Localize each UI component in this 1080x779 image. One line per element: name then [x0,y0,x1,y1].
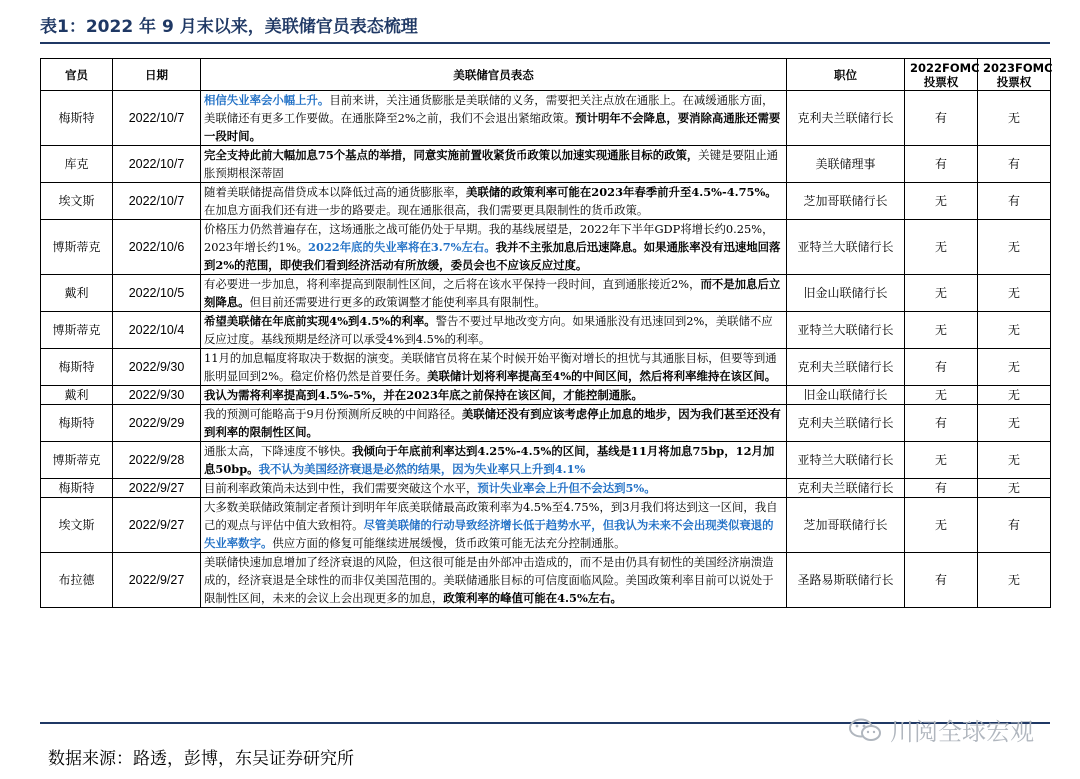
cell-official: 博斯蒂克 [41,312,113,349]
cell-official: 戴利 [41,386,113,405]
cell-vote-2023: 有 [978,183,1051,220]
table-row [41,349,1051,386]
cell-position: 亚特兰大联储行长 [787,220,905,275]
cell-vote-2023: 无 [978,442,1051,479]
header-vote-2023-label: 2023FOMC 投票权 [983,60,1053,89]
table-row [41,553,1051,608]
cell-vote-2023: 无 [978,349,1051,386]
header-vote-2022 [905,59,978,91]
cell-date: 2022/9/30 [113,349,201,386]
cell-vote-2022: 无 [905,312,978,349]
cell-vote-2022: 无 [905,386,978,405]
cell-vote-2022: 无 [905,442,978,479]
statement-segment: 预计明年不会降息，要消除高通胀还需要一段时间。 [204,111,781,143]
statement-segment: 在加息方面我们还有进一步的路要走。现在通胀很高，我们需要更具限制性的货币政策。 [204,203,649,217]
cell-date: 2022/10/7 [113,146,201,183]
header-official: 官员 [41,59,113,91]
table-row [41,183,1051,220]
watermark [848,712,1034,747]
cell-statement [201,349,787,386]
statement-segment: 美联储计划将利率提高至4%的中间区间，然后将利率维持在该区间。 [427,369,777,383]
statement-segment: 通胀太高，下降速度不够快。 [204,444,353,458]
statement-segment: 我的预测可能略高于9月份预测所反映的中间路径。 [204,407,462,421]
statement-segment: 大多数美联储政策制定者预计到明年年底美联储最高政策利率为4.5%至4.75%，到3月我们将达到这一区间，我自己的观点与评估中值大致相符。 [204,500,778,532]
cell-statement [201,442,787,479]
cell-statement [201,91,787,146]
statement-segment: 我不认为美国经济衰退是必然的结果，因为失业率只上升到4.1% [258,462,586,476]
statement-segment: 尽管美联储的行动导致经济增长低于趋势水平，但我认为未来不会出现类似衰退的失业率数字。 [204,518,774,550]
officials-table [40,58,1051,608]
cell-vote-2022: 无 [905,275,978,312]
cell-official: 库克 [41,146,113,183]
cell-statement [201,183,787,220]
cell-position: 芝加哥联储行长 [787,183,905,220]
cell-statement [201,275,787,312]
table-row [41,442,1051,479]
statement-segment: 警告不要过早地改变方向。如果通胀没有迅速回到2%，美联储不应反应过度。基线预期是经济可以承受4%到4.5%的利率。 [204,314,773,346]
cell-official: 埃文斯 [41,498,113,553]
header-vote-2022-label: 2022FOMC 投票权 [910,60,980,89]
cell-position: 克利夫兰联储行长 [787,349,905,386]
cell-official: 梅斯特 [41,405,113,442]
cell-position: 旧金山联储行长 [787,275,905,312]
cell-statement [201,479,787,498]
statement-segment: 目前利率政策尚未达到中性，我们需要突破这个水平， [204,481,478,495]
statement-segment: 供应方面的修复可能继续进展缓慢，货币政策可能无法充分控制通胀。 [272,536,626,550]
cell-official: 布拉德 [41,553,113,608]
header-row [41,59,1051,91]
cell-vote-2022: 有 [905,405,978,442]
cell-vote-2023: 无 [978,405,1051,442]
statement-segment: 价格压力仍然普遍存在，这场通胀之战可能仍处于早期。我的基线展望是，2022年下半年GDP将增长约0.25%，2023年增长约1%。 [204,222,774,254]
table-row [41,386,1051,405]
cell-vote-2023: 无 [978,91,1051,146]
header-vote-2023 [978,59,1051,91]
cell-vote-2022: 有 [905,91,978,146]
table-row [41,275,1051,312]
cell-position: 圣路易斯联储行长 [787,553,905,608]
statement-segment: 美联储的政策利率可能在2023年春季前升至4.5%-4.75%。 [466,185,777,199]
cell-vote-2022: 无 [905,220,978,275]
cell-vote-2022: 有 [905,479,978,498]
cell-statement [201,312,787,349]
statement-segment: 相信失业率会小幅上升。 [204,93,330,107]
header-statement: 美联储官员表态 [201,59,787,91]
cell-official: 博斯蒂克 [41,220,113,275]
cell-statement [201,386,787,405]
cell-vote-2022: 有 [905,349,978,386]
cell-official: 博斯蒂克 [41,442,113,479]
cell-vote-2023: 无 [978,275,1051,312]
cell-date: 2022/9/30 [113,386,201,405]
cell-date: 2022/9/27 [113,553,201,608]
wechat-icon [848,717,882,743]
statement-segment: 美联储快速加息增加了经济衰退的风险，但这很可能是由外部冲击造成的，而不是由仍具有韧性的美国经济崩溃造成的，经济衰退是全球性的而非仅美国范围的。美联储通胀目标的可信度面临风险。美国政策利率目前可以说处于限制性区间，未来的会议上会出现更多的加息， [204,555,774,605]
table-row [41,312,1051,349]
cell-vote-2023: 有 [978,498,1051,553]
statement-segment: 但目前还需要进行更多的政策调整才能使利率具有限制性。 [249,295,546,309]
cell-official: 梅斯特 [41,91,113,146]
cell-statement [201,553,787,608]
statement-segment: 完全支持此前大幅加息75个基点的举措，同意实施前置收紧货币政策以加速实现通胀目标的政策， [204,148,699,162]
cell-date: 2022/9/27 [113,498,201,553]
cell-position: 亚特兰大联储行长 [787,312,905,349]
cell-vote-2022: 无 [905,183,978,220]
statement-segment: 而不是加息后立刻降息。 [204,277,781,309]
statement-segment: 随着美联储提高借贷成本以降低过高的通货膨胀率， [204,185,466,199]
cell-date: 2022/10/7 [113,183,201,220]
cell-position: 克利夫兰联储行长 [787,91,905,146]
table-row [41,498,1051,553]
table-row [41,146,1051,183]
cell-position: 美联储理事 [787,146,905,183]
table-body [41,91,1051,608]
statement-segment: 美联储还没有到应该考虑停止加息的地步，因为我们甚至还没有到利率的限制性区间。 [204,407,781,439]
statement-segment: 目前来讲，关注通货膨胀是美联储的义务，需要把关注点放在通胀上。在减缓通胀方面，美联储还有更多工作要做。在通胀降至2%之前，我们不会退出紧缩政策。 [204,93,774,125]
cell-position: 旧金山联储行长 [787,386,905,405]
cell-date: 2022/9/27 [113,479,201,498]
table-row [41,91,1051,146]
statement-segment: 我倾向于年底前利率达到4.25%-4.5%的区间，基线是11月将加息75bp，12月加息50bp。 [204,444,775,476]
cell-date: 2022/10/5 [113,275,201,312]
cell-vote-2023: 无 [978,220,1051,275]
cell-vote-2023: 无 [978,312,1051,349]
cell-official: 戴利 [41,275,113,312]
cell-official: 梅斯特 [41,349,113,386]
cell-position: 克利夫兰联储行长 [787,405,905,442]
cell-statement [201,220,787,275]
cell-vote-2023: 无 [978,553,1051,608]
statement-segment: 政策利率的峰值可能在4.5%左右。 [443,591,622,605]
cell-vote-2022: 有 [905,146,978,183]
table-row [41,220,1051,275]
statement-segment: 预计失业率会上升但不会达到5%。 [477,481,656,495]
cell-vote-2022: 无 [905,498,978,553]
table-title: 表1：2022 年 9 月末以来，美联储官员表态梳理 [40,17,418,37]
watermark-text: 川阅全球宏观 [890,718,1034,746]
cell-vote-2023: 有 [978,146,1051,183]
cell-date: 2022/9/28 [113,442,201,479]
statement-segment: 我认为需将利率提高到4.5%-5%，并在2023年底之前保持在该区间，才能控制通胀。 [204,388,643,402]
statement-segment: 我并不主张加息后迅速降息。如果通胀率没有迅速地回落到2%的范围，即使我们看到经济活动有所放缓，委员会也不应该反应过度。 [204,240,781,272]
cell-date: 2022/9/29 [113,405,201,442]
cell-vote-2023: 无 [978,386,1051,405]
header-date: 日期 [113,59,201,91]
cell-official: 梅斯特 [41,479,113,498]
statement-segment: 2022年底的失业率将在3.7%左右。 [308,240,496,254]
cell-statement [201,405,787,442]
cell-statement [201,498,787,553]
cell-date: 2022/10/6 [113,220,201,275]
data-source: 数据来源：路透，彭博，东吴证券研究所 [48,749,354,769]
title-rule [40,42,1050,44]
cell-vote-2022: 有 [905,553,978,608]
cell-position: 亚特兰大联储行长 [787,442,905,479]
statement-segment: 11月的加息幅度将取决于数据的演变。美联储官员将在某个时候开始平衡对增长的担忧与其通胀目标，但要等到通胀明显回到2%。稳定价格仍然是首要任务。 [204,351,777,383]
statement-segment: 关键是要阻止通胀预期根深蒂固 [204,148,779,180]
table-row [41,405,1051,442]
cell-position: 芝加哥联储行长 [787,498,905,553]
cell-date: 2022/10/7 [113,91,201,146]
cell-date: 2022/10/4 [113,312,201,349]
header-position: 职位 [787,59,905,91]
table-row [41,479,1051,498]
statement-segment: 有必要进一步加息，将利率提高到限制性区间，之后将在该水平保持一段时间，直到通胀接近2%， [204,277,701,291]
statement-segment: 希望美联储在年底前实现4%到4.5%的利率。 [204,314,436,328]
cell-official: 埃文斯 [41,183,113,220]
cell-statement [201,146,787,183]
cell-vote-2023: 无 [978,479,1051,498]
cell-position: 克利夫兰联储行长 [787,479,905,498]
